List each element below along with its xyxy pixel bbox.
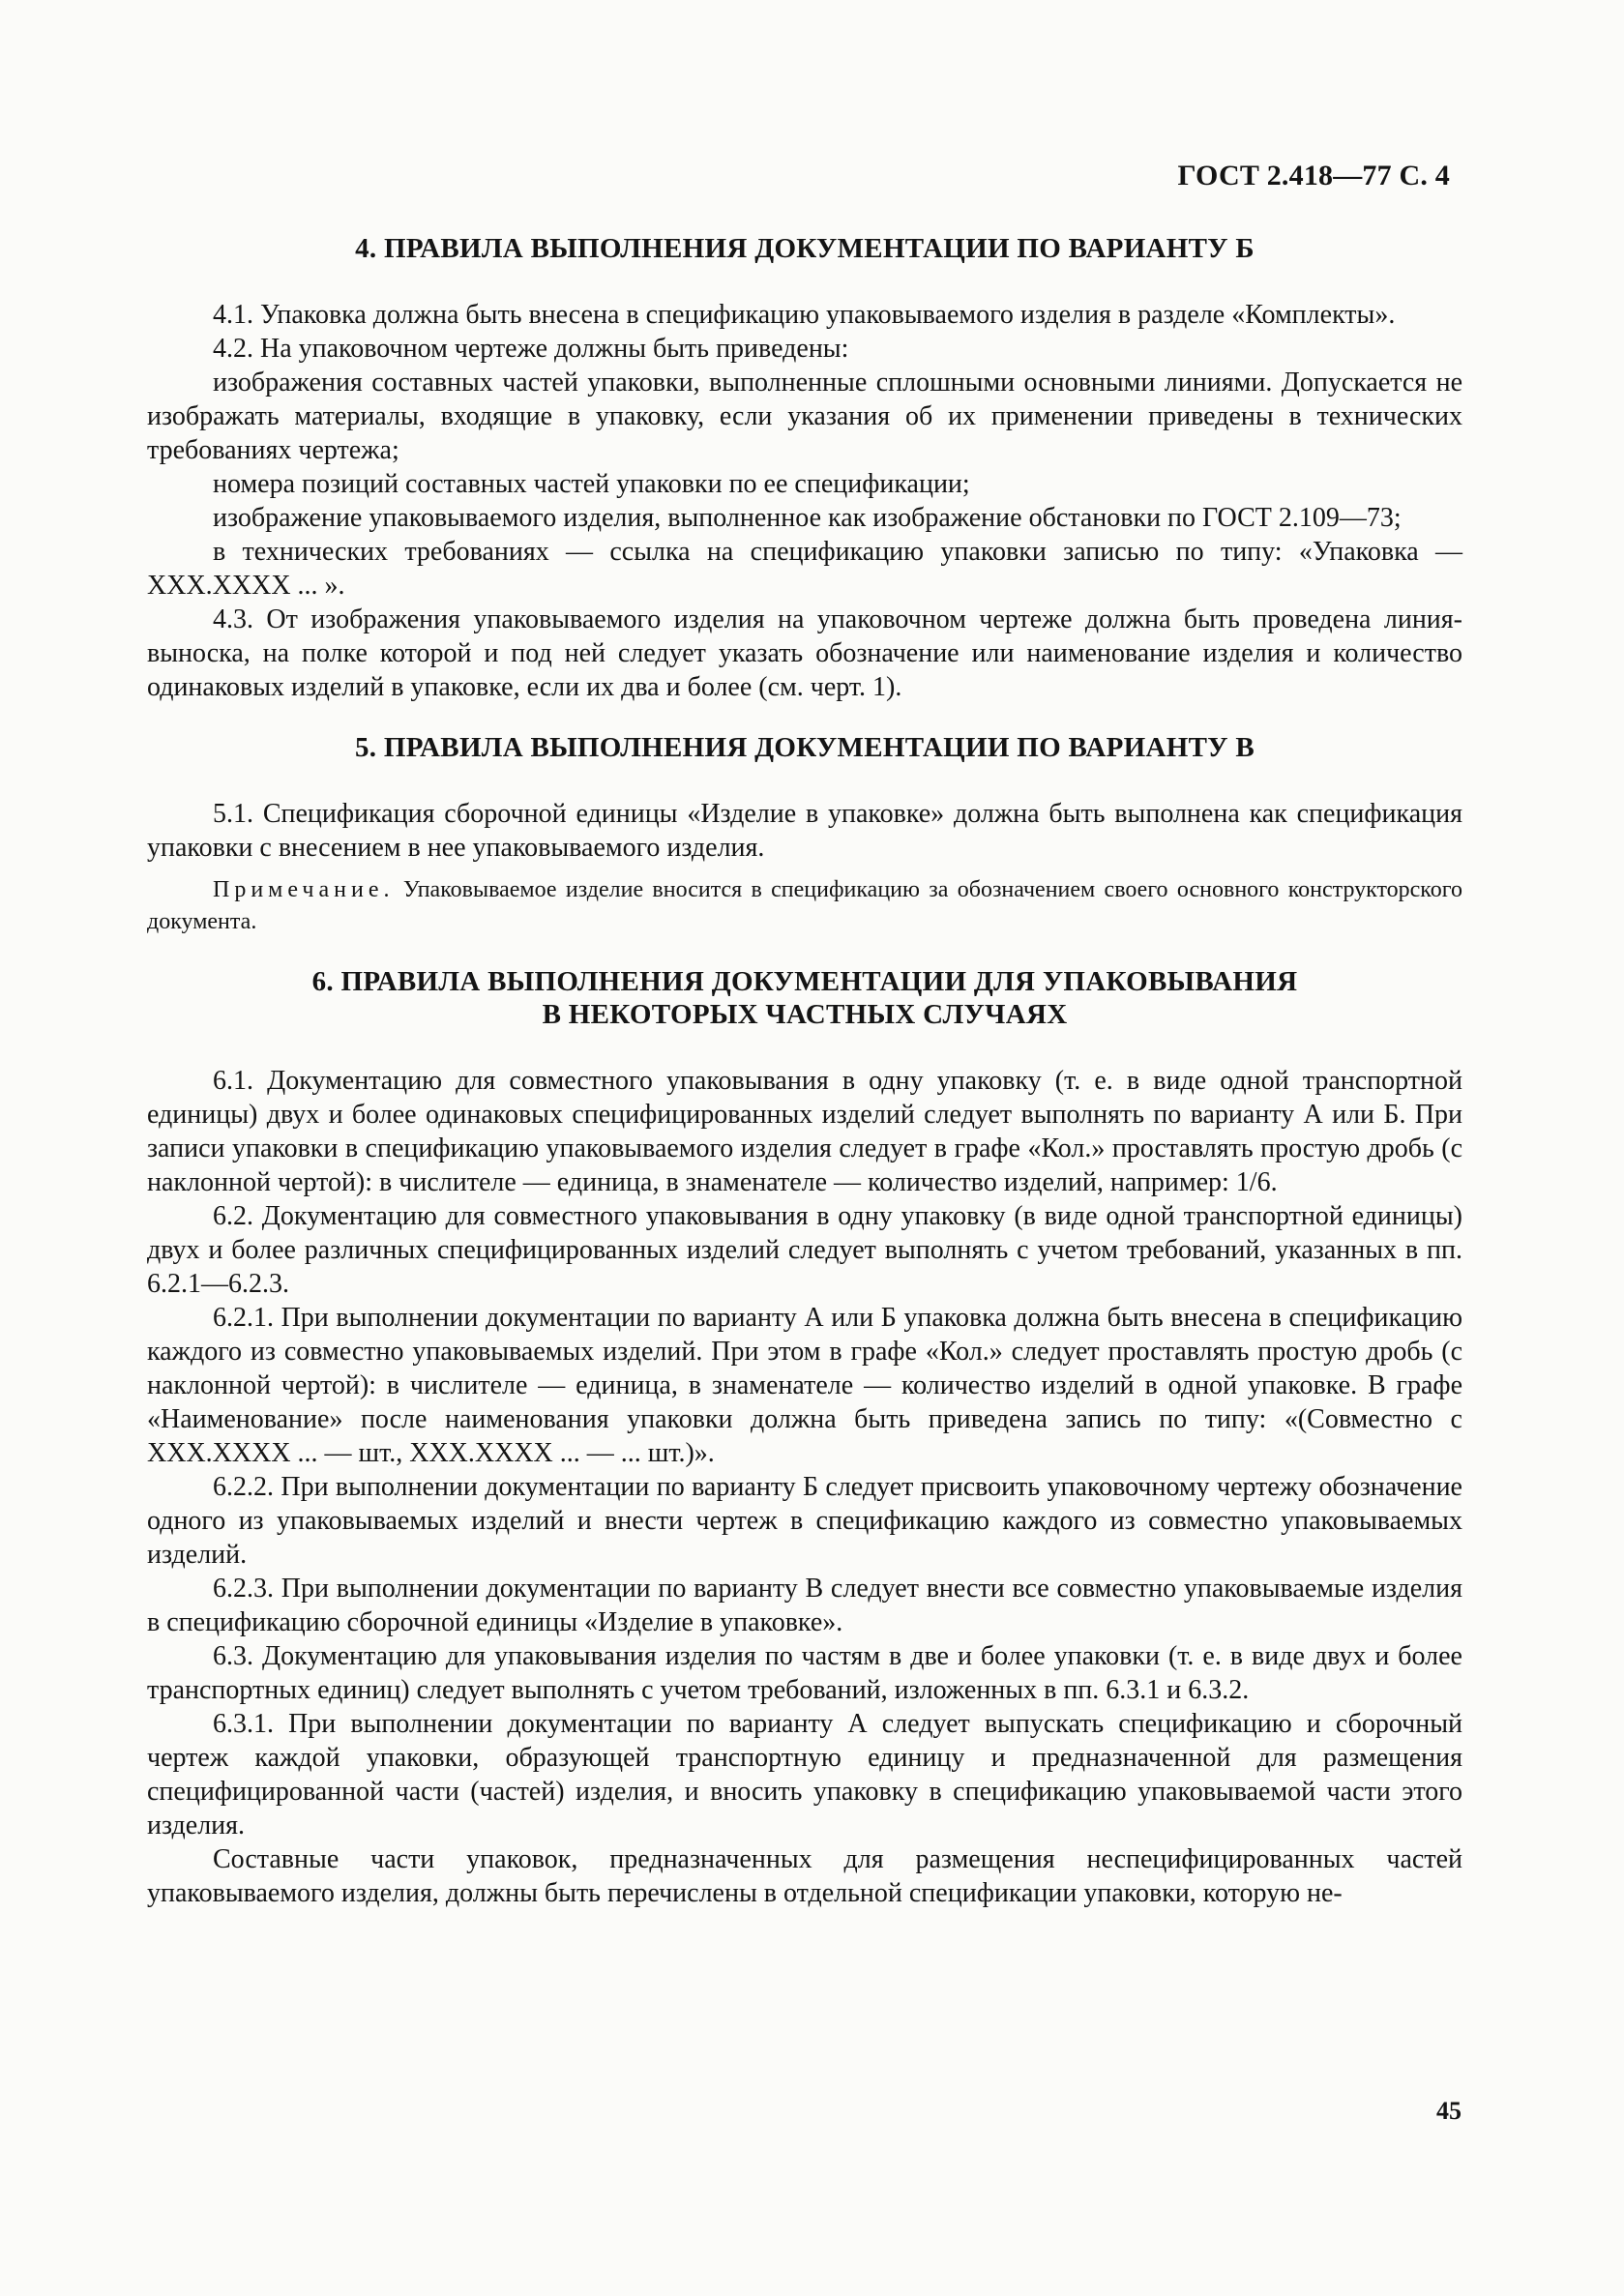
note-5 <box>147 874 1462 938</box>
paragraph-6-2-1: 6.2.1. При выполнении документации по варианту А или Б упаковка должна быть внесена в спецификацию каждого из совместно упаковываемых изделий. При этом в графе «Кол.» следует проставлять простую дробь (с наклонной чертой): в числителе — единица, в знаменателе — количество изделий в одной упаковке. В графе «Наименование» после наименования упаковки должна быть приведена запись по типу: «(Совместно с ХХХ.ХХХХ ... — шт., ХХХ.ХХХХ ... — ... шт.)». <box>147 1303 1462 1468</box>
note-text: Упаковываемое изделие вносится в спецификацию за обозначением своего основного конструкторского документа. <box>147 877 1462 934</box>
paragraph-4-2-item-product-image: изображение упаковываемого изделия, выполненное как изображение обстановки по ГОСТ 2.109—73; <box>213 503 1402 533</box>
paragraph-6-3-1-continued: Составные части упаковок, предназначенных для размещения неспецифицированных частей упаковываемого изделия, должны быть перечислены в отдельной спецификации упаковки, которую не- <box>147 1844 1462 1908</box>
paragraph-6-2-2: 6.2.2. При выполнении документации по варианту Б следует присвоить упаковочному чертежу обозначение одного из упаковываемых изделий и внести чертеж в спецификацию каждого из совместно упаковываемых изделий. <box>147 1472 1462 1570</box>
section-6-heading <box>147 965 1462 1031</box>
paragraph-6-3: 6.3. Документацию для упаковывания изделия по частям в две и более упаковки (т. е. в виде двух и более транспортных единиц) следует выполнять с учетом требований, изложенных в пп. 6.3.1 и 6.3.2. <box>147 1641 1462 1705</box>
note-label: Примечание. <box>213 877 395 902</box>
section-5-heading <box>147 731 1462 764</box>
section-5-title: 5. ПРАВИЛА ВЫПОЛНЕНИЯ ДОКУМЕНТАЦИИ ПО ВАРИАНТУ В <box>355 732 1255 763</box>
paragraph-6-3-1: 6.3.1. При выполнении документации по варианту А следует выпускать спецификацию и сборочный чертеж каждой упаковки, образующей транспортную единицу и предназначенной для размещения специфицированной части (частей) изделия, и вносить упаковку в спецификацию упаковываемой части этого изделия. <box>147 1709 1462 1840</box>
paragraph-4-2-item-tech-req: в технических требованиях — ссылка на спецификацию упаковки записью по типу: «Упаковка — ХХХ.ХХХХ ... ». <box>147 537 1462 601</box>
paragraph-6-2-3: 6.2.3. При выполнении документации по варианту В следует внести все совместно упаковываемые изделия в спецификацию сборочной единицы «Изделие в упаковке». <box>147 1574 1462 1637</box>
section-6-title-line-2: В НЕКОТОРЫХ ЧАСТНЫХ СЛУЧАЯХ <box>542 999 1068 1030</box>
page-content <box>147 232 1462 1910</box>
section-4-heading <box>147 232 1462 265</box>
paragraph-4-2-item-positions: номера позиций составных частей упаковки по ее спецификации; <box>213 469 970 499</box>
section-4-title: 4. ПРАВИЛА ВЫПОЛНЕНИЯ ДОКУМЕНТАЦИИ ПО ВАРИАНТУ Б <box>355 233 1255 264</box>
page-header-code: ГОСТ 2.418—77 С. 4 <box>1177 160 1450 191</box>
paragraph-4-2: 4.2. На упаковочном чертеже должны быть приведены: <box>213 334 849 364</box>
paragraph-4-2-item-images: изображения составных частей упаковки, выполненные сплошными основными линиями. Допускается не изображать материалы, входящие в упаковку, если указания об их применении приведены в технических требованиях чертежа; <box>147 368 1462 465</box>
paragraph-6-1: 6.1. Документацию для совместного упаковывания в одну упаковку (т. е. в виде одной транспортной единицы) двух и более одинаковых специфицированных изделий следует выполнять по варианту А или Б. При записи упаковки в спецификацию упаковываемого изделия следует в графе «Кол.» проставлять простую дробь (с наклонной чертой): в числителе — единица, в знаменателе — количество изделий, например: 1/6. <box>147 1066 1462 1197</box>
paragraph-4-1: 4.1. Упаковка должна быть внесена в спецификацию упаковываемого изделия в разделе «Комплекты». <box>213 300 1396 330</box>
paragraph-4-3: 4.3. От изображения упаковываемого изделия на упаковочном чертеже должна быть проведена линия-выноска, на полке которой и под ней следует указать обозначение или наименование изделия и количество одинаковых изделий в упаковке, если их два и более (см. черт. 1). <box>147 604 1462 702</box>
paragraph-5-1: 5.1. Спецификация сборочной единицы «Изделие в упаковке» должна быть выполнена как спецификация упаковки с внесением в нее упаковываемого изделия. <box>147 799 1462 863</box>
section-6-title-line-1: 6. ПРАВИЛА ВЫПОЛНЕНИЯ ДОКУМЕНТАЦИИ ДЛЯ УПАКОВЫВАНИЯ <box>311 966 1298 997</box>
page-number: 45 <box>1436 2097 1462 2125</box>
paragraph-6-2: 6.2. Документацию для совместного упаковывания в одну упаковку (в виде одной транспортной единицы) двух и более различных специфицированных изделий следует выполнять с учетом требований, указанных в пп. 6.2.1—6.2.3. <box>147 1201 1462 1299</box>
